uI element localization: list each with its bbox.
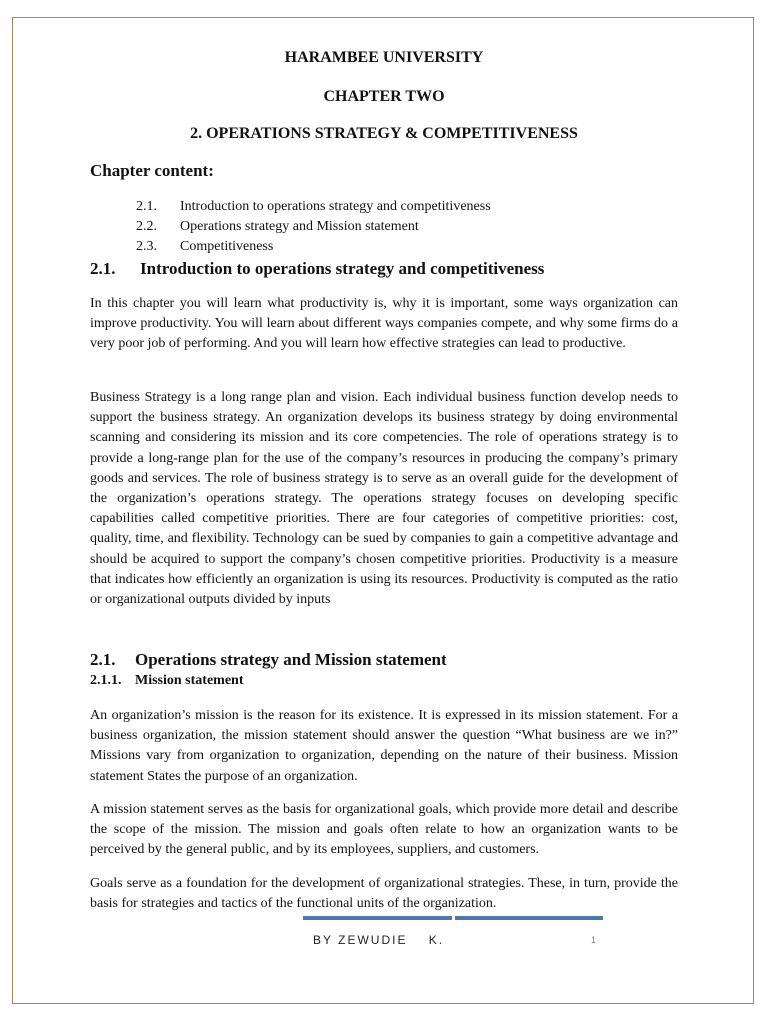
paragraph: Business Strategy is a long range plan and vision. Each individual business function develop needs to support the business strategy. An organization develops its business strategy by doing environmental scanning and considering its mission and its core competencies. The role of operations strategy is to provide a long-range plan for the use of the company’s resources in producing the company’s primary goods and services. The role of business strategy is to serve as an overall guide for the development of the organization’s operations strategy. The operations strategy focuses on developing specific capabilities called competitive priorities. There are four categories of competitive priorities: cost, quality, time, and flexibility. Technology can be sued by companies to gain a competitive advantage and should be acquired to support the company’s chosen competitive priorities. Productivity is a measure that indicates how efficiently an organization is using its resources. Productivity is computed as the ratio or organizational outputs divided by inputs <box>90 390 678 608</box>
paragraph: A mission statement serves as the basis for organizational goals, which provide more detail and describe the scope of the mission. The mission and goals often relate to how an organization wants to be perceived by the general public, and by its employees, suppliers, and customers. <box>90 802 678 858</box>
toc-item <box>136 237 491 257</box>
toc-item-number: 2.1. <box>136 199 157 214</box>
footer-author: BY ZEWUDIE K. <box>313 933 445 947</box>
toc-item <box>136 217 491 237</box>
paragraph: An organization’s mission is the reason for its existence. It is expressed in its mission statement. For a business organization, the mission statement should answer the question “What business are we in?” Missions vary from organization to organization, depending on the nature of their business. Mission statement States the purpose of an organization. <box>90 708 678 784</box>
table-of-contents <box>136 197 491 257</box>
footer-rule <box>303 916 452 920</box>
contents-heading: Chapter content: <box>90 161 214 180</box>
university-title: HARAMBEE UNIVERSITY <box>284 49 484 66</box>
section-heading-introduction <box>90 259 544 279</box>
section-title: Introduction to operations strategy and competitiveness <box>140 259 545 278</box>
section-number: 2.1. <box>90 259 116 278</box>
subsection-number: 2.1.1. <box>90 673 122 688</box>
chapter-label: CHAPTER TWO <box>323 88 445 105</box>
page-number: 1 <box>591 935 597 945</box>
section-heading-mission <box>90 650 447 670</box>
toc-item-text: Introduction to operations strategy and competitiveness <box>180 199 491 214</box>
chapter-title: 2. OPERATIONS STRATEGY & COMPETITIVENESS <box>190 125 578 142</box>
paragraph: In this chapter you will learn what productivity is, why it is important, some ways organization can improve productivity. You will learn about different ways companies compete, and why some firms do a very poor job of performing. And you will learn how effective strategies can lead to productive. <box>90 296 678 352</box>
subsection-title: Mission statement <box>135 673 244 688</box>
subsection-heading-mission-statement <box>90 673 244 689</box>
toc-item-text: Operations strategy and Mission statement <box>180 219 419 234</box>
toc-item-number: 2.3. <box>136 239 157 254</box>
paragraph: Goals serve as a foundation for the development of organizational strategies. These, in turn, provide the basis for strategies and tactics of the functional units of the organization. <box>90 876 678 912</box>
footer-rule <box>455 916 603 920</box>
section-number: 2.1. <box>90 650 116 669</box>
toc-item <box>136 197 491 217</box>
toc-item-number: 2.2. <box>136 219 157 234</box>
toc-item-text: Competitiveness <box>180 239 274 254</box>
section-title: Operations strategy and Mission statement <box>135 650 447 669</box>
